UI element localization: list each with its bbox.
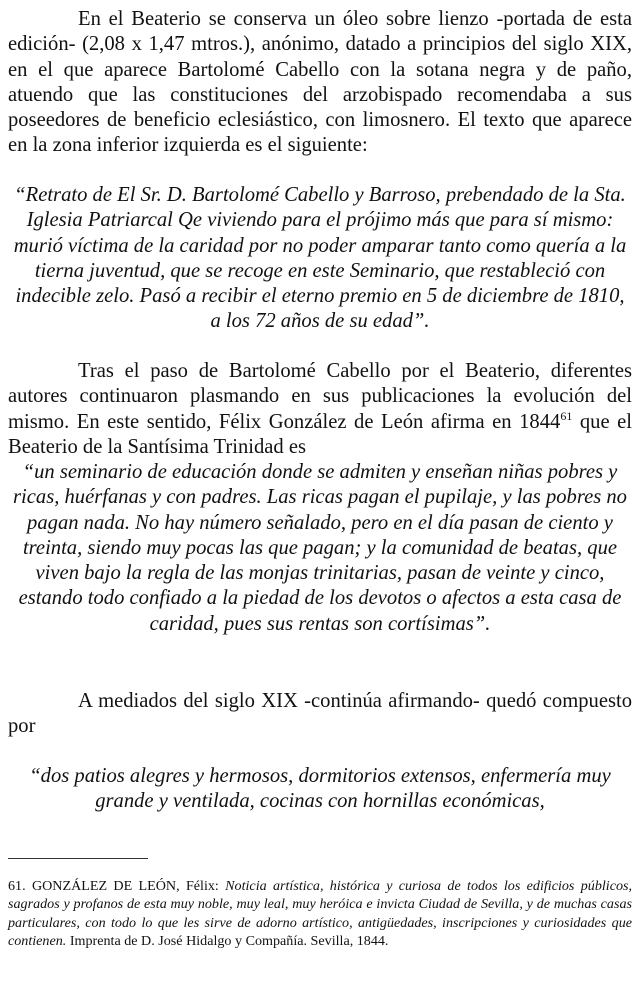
footnote-number: 61. <box>8 878 26 894</box>
paragraph-2-text: Tras el paso de Bartolomé Cabello por el Beaterio, diferentes autores continuaron plasmando en sus publicaciones la evolución del mismo. En este sentido, Félix González de León afirma en 1844 <box>8 360 632 433</box>
paragraph-3 <box>8 689 632 740</box>
footnote-author: GONZÁLEZ DE LEÓN, Félix: <box>31 878 226 894</box>
paragraph-1-text: En el Beaterio se conserva un óleo sobre lienzo -portada de esta edición- (2,08 x 1,47 mtros.), anónimo, datado a principios del siglo XIX, en el que aparece Bartolomé Cabello con la sotana negra y de paño, atuendo que las constituciones del arzobispado recomendaba a sus poseedores de beneficio eclesiástico, con limosnero. El texto que aparece en la zona inferior izquierda es el siguiente: <box>8 8 632 157</box>
quote-portrait-inscription: “Retrato de El Sr. D. Bartolomé Cabello y Barroso, prebendado de la Sta. Iglesia Patriarcal Qe viviendo para el prójimo más que para sí mismo: murió víctima de la caridad por no poder amparar tanto como quería a la tierna juventud, que se recoge en este Seminario, que restableció con indecible zelo. Pasó a recibir el eterno premio en 5 de diciembre de 1810, a los 72 años de su edad”. <box>13 184 627 333</box>
footnote-reference: 61 <box>560 408 573 423</box>
footnote-title: Noticia artística, histórica y curiosa de todos los edificios públicos, sagrados y profanos de esta muy noble, muy leal, muy heróica e invicta Ciudad de Sevilla, y de muchas casas particulares, con todo lo que les sirve de adorno artístico, antigüedades, inscripciones y curiosidades que contienen. <box>8 878 633 949</box>
paragraph-1 <box>8 7 632 159</box>
quote-building-description: “dos patios alegres y hermosos, dormitorios extensos, enfermería muy grande y ventilada, cocinas con hornillas económicas, <box>29 765 611 813</box>
footnote-publisher: Imprenta de D. José Hidalgo y Compañía. Sevilla, 1844. <box>66 932 389 949</box>
quote-seminary-description: “un seminario de educación donde se admiten y enseñan niñas pobres y ricas, huérfanas y con padres. Las ricas pagan el pupilaje, y las pobres no pagan nada. No hay número señalado, pero en el día pasan de ciento y treinta, siendo muy pocas las que pagan; y la comunidad de beatas, que viven bajo la regla de las monjas trinitarias, pasan de veinte y cinco, estando todo confiado a la piedad de los devotos o afectos a esta casa de caridad, pues sus rentas son cortísimas”. <box>13 461 627 635</box>
footnote-separator <box>8 858 148 859</box>
footnote-61 <box>8 877 632 950</box>
paragraph-3-text: A mediados del siglo XIX -continúa afirmando- quedó compuesto por <box>8 690 632 738</box>
paragraph-2-text-end: que el Beaterio de la Santísima Trinidad es <box>8 410 632 458</box>
paragraph-2 <box>8 359 632 460</box>
